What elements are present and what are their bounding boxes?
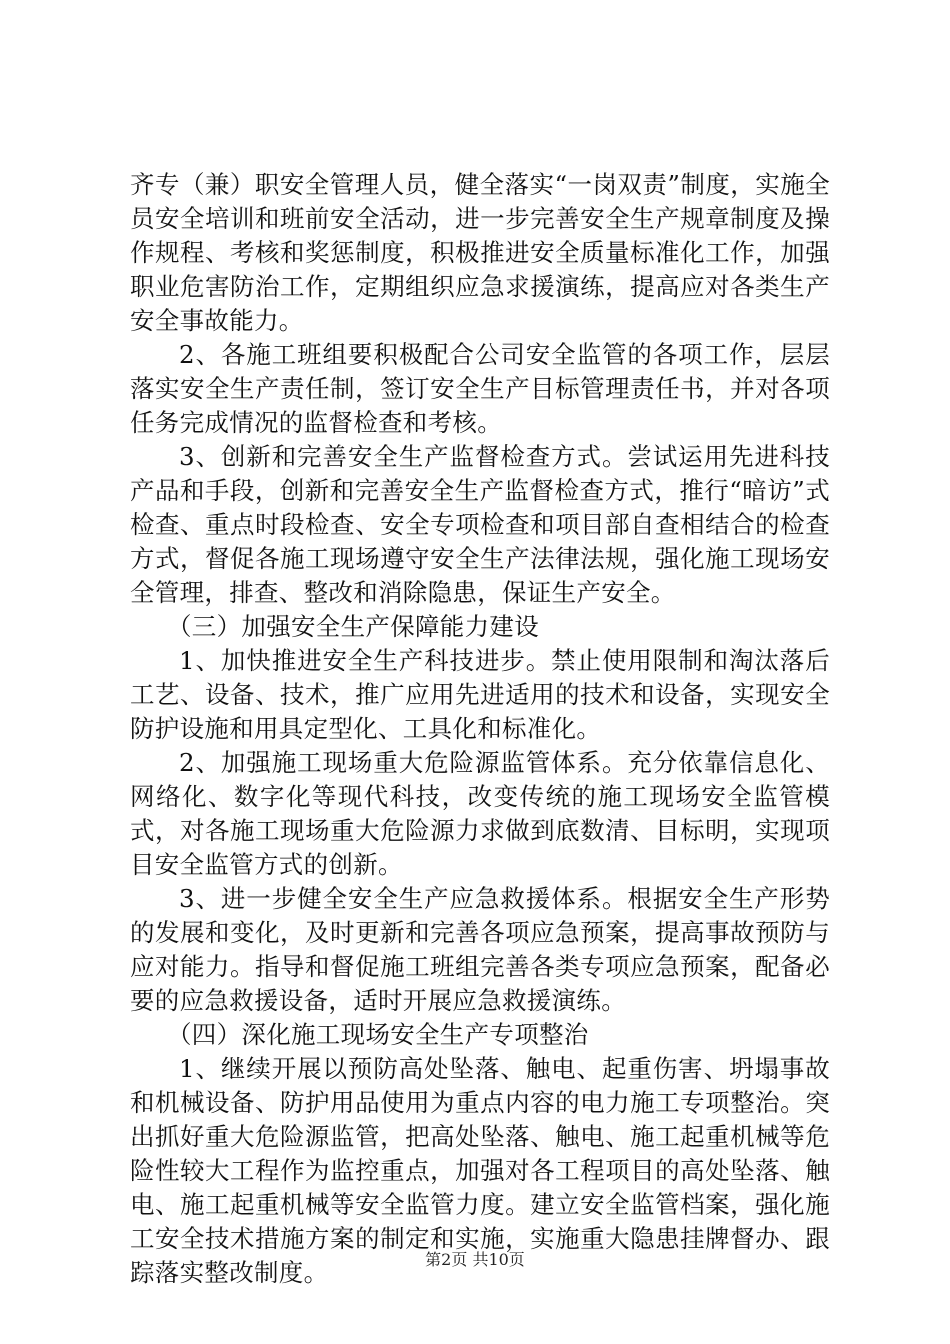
paragraph-item-3: 3、进一步健全安全生产应急救援体系。根据安全生产形势的发展和变化，及时更新和完善各项应急预案，提高事故预防与应对能力。指导和督促施工班组完善各类专项应急预案，配备必要的应急救援设备，适时开展应急救援演练。 <box>130 884 830 1015</box>
page-footer <box>0 1250 950 1270</box>
paragraph-continuation: 齐专（兼）职安全管理人员，健全落实“一岗双责”制度，实施全员安全培训和班前安全活动，进一步完善安全生产规章制度及操作规程、考核和奖惩制度，积极推进安全质量标准化工作，加强职业危害防治工作，定期组织应急求援演练，提高应对各类生产安全事故能力。 <box>130 170 830 335</box>
paragraph-item-3: 3、创新和完善安全生产监督检查方式。尝试运用先进科技产品和手段，创新和完善安全生产监督检查方式，推行“暗访”式检查、重点时段检查、安全专项检查和项目部自查相结合的检查方式，督促各施工现场遵守安全生产法律法规，强化施工现场安全管理，排查、整改和消除隐患，保证生产安全。 <box>130 442 830 607</box>
paragraph-item-2: 2、各施工班组要积极配合公司安全监管的各项工作，层层落实安全生产责任制，签订安全生产目标管理责任书，并对各项任务完成情况的监督检查和考核。 <box>130 340 830 437</box>
section-heading-4: （四）深化施工现场安全生产专项整治 <box>167 1020 589 1049</box>
paragraph-item-1: 1、加快推进安全生产科技进步。禁止使用限制和淘汰落后工艺、设备、技术，推广应用先进适用的技术和设备，实现安全防护设施和用具定型化、工具化和标准化。 <box>130 646 830 743</box>
document-body <box>130 168 830 1290</box>
paragraph-item-2: 2、加强施工现场重大危险源监管体系。充分依靠信息化、网络化、数字化等现代科技，改变传统的施工现场安全监管模式，对各施工现场重大危险源力求做到底数清、目标明，实现项目安全监管方式的创新。 <box>130 748 830 879</box>
page-number-label: 第2页 共10页 <box>425 1250 525 1269</box>
section-heading-3: （三）加强安全生产保障能力建设 <box>167 612 539 641</box>
paragraph-item-1: 1、继续开展以预防高处坠落、触电、起重伤害、坍塌事故和机械设备、防护用品使用为重点内容的电力施工专项整治。突出抓好重大危险源监管，把高处坠落、触电、施工起重机械等危险性较大工程作为监控重点，加强对各工程项目的高处坠落、触电、施工起重机械等安全监管力度。建立安全监管档案，强化施工安全技术措施方案的制定和实施，实施重大隐患挂牌督办、跟踪落实整改制度。 <box>130 1054 830 1287</box>
